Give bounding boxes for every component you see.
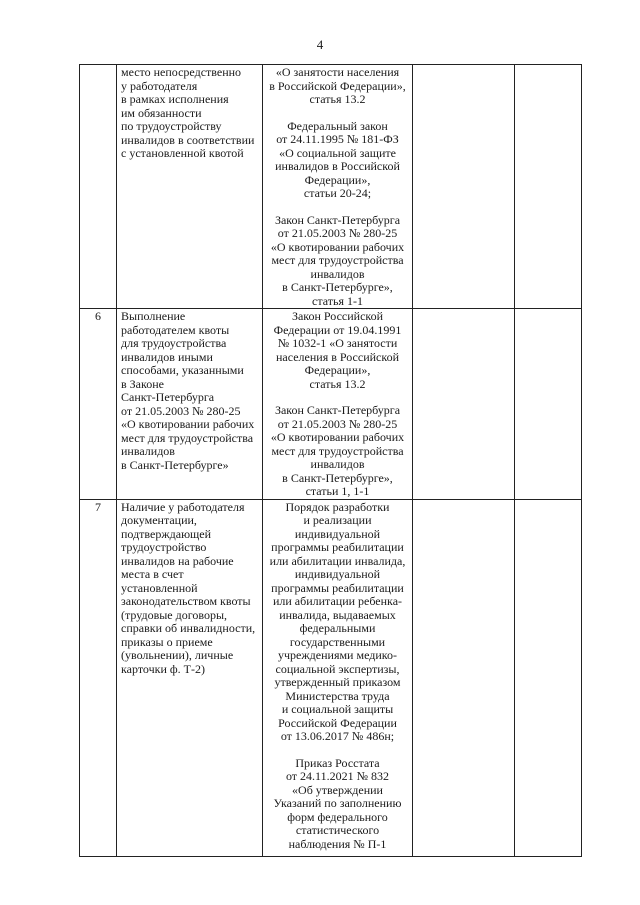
legal-basis-line: от 21.05.2003 № 280-25 [277, 416, 398, 431]
legal-basis-line: наблюдения № П-1 [288, 836, 387, 851]
requirement-line: «О квотировании рабочих [121, 417, 255, 431]
legal-basis-line: «О занятости населения [275, 65, 400, 79]
legal-basis-line: статья 1-1 [312, 293, 363, 308]
legal-basis-line: форм федерального [287, 809, 388, 824]
legal-basis-line: «Об утверждении [292, 782, 383, 797]
inspection-table [79, 64, 582, 857]
page-number: 4 [316, 37, 324, 52]
requirement-line: у работодателя [121, 78, 198, 93]
requirement-cell [117, 499, 263, 856]
requirement-line: инвалидов [121, 444, 175, 458]
note-cell [515, 65, 582, 309]
legal-basis-line: статья 13.2 [309, 92, 366, 106]
legal-basis-line: или абилитации ребенка- [272, 594, 403, 608]
legal-basis-line: Приказ Росстата [295, 755, 380, 770]
legal-basis-line: статистического [295, 823, 380, 837]
requirement-line: трудоустройство [121, 540, 207, 554]
requirement-line: в Законе [121, 376, 164, 391]
legal-basis-line: в Санкт-Петербурге», [282, 280, 393, 294]
requirement-line: Наличие у работодателя [121, 499, 245, 514]
requirement-line: инвалидов иными [121, 349, 213, 364]
legal-basis-line: Российской Федерации [278, 715, 397, 730]
requirement-line: карточки ф. Т-2) [121, 661, 205, 676]
legal-basis-line: государственными [289, 634, 386, 649]
legal-basis-line: утвержденный приказом [274, 675, 401, 689]
legal-basis-line: социальной экспертизы, [275, 661, 400, 676]
legal-basis-line: № 1032-1 «О занятости [277, 336, 398, 350]
requirement-cell [117, 309, 263, 500]
legal-basis-line: федеральными [299, 621, 376, 635]
requirement-line: им обязанности [121, 105, 202, 120]
legal-basis-line: или абилитации инвалида, [269, 553, 406, 568]
requirement-line: места в счет [121, 567, 184, 581]
legal-basis-line: Закон Санкт-Петербурга [274, 403, 401, 417]
answer-cell [413, 65, 515, 309]
legal-basis-line: «О квотировании рабочих [270, 239, 405, 254]
requirement-line: Выполнение [121, 309, 186, 323]
requirement-line: законодательством квоты [121, 594, 251, 608]
row-number [80, 65, 117, 309]
legal-basis-line: от 13.06.2017 № 486н; [280, 729, 395, 743]
legal-basis-line: учреждениями медико- [278, 648, 397, 662]
requirement-line: по трудоустройству [121, 119, 222, 133]
note-cell [515, 499, 582, 856]
requirement-line: Санкт-Петербурга [121, 390, 215, 404]
legal-basis-line: «О квотировании рабочих [270, 430, 405, 444]
table-row [80, 499, 582, 856]
requirement-line: (увольнении), личные [121, 648, 234, 662]
legal-basis-line: «О социальной защите [279, 145, 396, 160]
requirement-line: работодателем квоты [121, 322, 230, 337]
legal-basis-line: инвалидов в Российской [275, 159, 400, 173]
requirement-line: в рамках исполнения [121, 92, 229, 106]
answer-cell [413, 309, 515, 500]
legal-basis-line: статьи 1, 1-1 [305, 484, 370, 498]
legal-basis-line: Указаний по заполнению [273, 796, 402, 810]
legal-basis-cell [263, 309, 413, 500]
legal-basis-line: мест для трудоустройства [271, 253, 404, 267]
legal-basis-line: программы реабилитации [271, 540, 404, 554]
requirement-line: инвалидов на рабочие [121, 553, 234, 568]
legal-basis-line: инвалидов [310, 266, 365, 281]
requirement-cell [117, 65, 263, 309]
legal-basis-line: статья 13.2 [309, 376, 366, 391]
requirement-line: место непосредственно [121, 65, 242, 79]
legal-basis-line: индивидуальной [294, 567, 381, 581]
requirement-line: документации, [121, 513, 197, 527]
requirement-line: способами, указанными [121, 363, 244, 377]
requirement-line: приказы о приеме [121, 634, 213, 649]
legal-basis-line: инвалида, выдаваемых [279, 607, 396, 622]
requirement-line: инвалидов в соответствии [121, 132, 255, 147]
legal-basis-line: и социальной защиты [281, 702, 394, 716]
legal-basis-line: в Санкт-Петербурге», [282, 470, 393, 485]
legal-basis-line: статьи 20-24; [303, 186, 372, 200]
requirement-line: (трудовые договоры, [121, 607, 228, 622]
legal-basis-line: и реализации [303, 513, 372, 527]
requirement-line: подтверждающей [121, 526, 212, 541]
table-row [80, 65, 582, 309]
legal-basis-line: от 24.11.1995 № 181-ФЗ [276, 132, 399, 146]
legal-basis-line: в Российской Федерации», [269, 78, 406, 93]
requirement-line: с установленной квотой [121, 146, 244, 160]
legal-basis-line: инвалидов [310, 457, 365, 471]
legal-basis-line: Порядок разработки [285, 499, 390, 514]
legal-basis-line: от 21.05.2003 № 280-25 [277, 226, 398, 240]
legal-basis-line: от 24.11.2021 № 832 [285, 769, 390, 783]
requirement-line: в Санкт-Петербурге» [121, 457, 229, 472]
legal-basis-line: программы реабилитации [271, 580, 404, 595]
legal-basis-line: Закон Санкт-Петербурга [274, 212, 401, 227]
legal-basis-line: Федерации», [304, 363, 371, 377]
legal-basis-line: мест для трудоустройства [271, 443, 404, 458]
legal-basis-line: Федеральный закон [287, 118, 388, 133]
legal-basis-line: населения в Российской [275, 349, 400, 364]
row-number: 6 [80, 309, 117, 500]
requirement-line: справки об инвалидности, [121, 621, 256, 635]
requirement-line: мест для трудоустройства [121, 430, 254, 445]
legal-basis-cell [263, 65, 413, 309]
legal-basis-line: Закон Российской [291, 309, 384, 323]
legal-basis-line: Федерации», [304, 172, 371, 187]
legal-basis-cell [263, 499, 413, 856]
requirement-line: от 21.05.2003 № 280-25 [121, 403, 241, 418]
requirement-line: установленной [121, 580, 198, 595]
legal-basis-line: Министерства труда [285, 688, 390, 703]
note-cell [515, 309, 582, 500]
requirement-line: для трудоустройства [121, 336, 227, 350]
answer-cell [413, 499, 515, 856]
row-number: 7 [80, 499, 117, 856]
legal-basis-line: Федерации от 19.04.1991 [273, 322, 402, 337]
legal-basis-line: индивидуальной [294, 526, 381, 541]
table-row [80, 309, 582, 500]
